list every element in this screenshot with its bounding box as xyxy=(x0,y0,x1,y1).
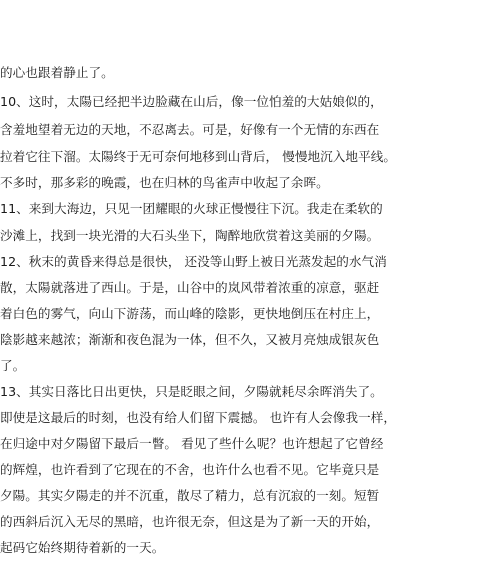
text-line-16: 的辉煌，也许看到了它现在的不舍，也许什么也看不见。它毕竟只是 xyxy=(0,462,380,477)
text-line-12: 了。 xyxy=(0,358,26,373)
text-line-14: 即使是这最后的时刻，也没有给人们留下震撼。 也许有人会像我一样， xyxy=(0,410,397,425)
text-line-4: 拉着它往下溜。太陽终于无可奈何地移到山背后， 慢慢地沉入地平线。 xyxy=(0,149,397,164)
text-line-6: 11、来到大海边，只见一团耀眼的火球正慢慢往下沉。我走在柔软的 xyxy=(0,201,383,216)
text-line-13: 13、其实日落比日出更快，只是眨眼之间，夕陽就耗尽余晖消失了。 xyxy=(0,384,383,399)
text-line-5: 不多时，那多彩的晚霞，也在归林的鸟雀声中收起了余晖。 xyxy=(0,175,329,190)
text-line-17: 夕陽。其实夕陽走的并不沉重，散尽了精力，总有沉寂的一刻。短暂 xyxy=(0,488,380,503)
text-line-19: 起码它始终期待着新的一天。 xyxy=(0,540,165,555)
text-line-11: 陰影越来越浓；渐渐和夜色混为一体，但不久，又被月亮烛成银灰色 xyxy=(0,332,380,347)
text-line-15: 在归途中对夕陽留下最后一瞥。 看见了些什么呢？也许想起了它曾经 xyxy=(0,436,384,451)
text-line-3: 含羞地望着无边的天地，不忍离去。可是，好像有一个无情的东西在 xyxy=(0,122,380,137)
text-line-2: 10、这时，太陽已经把半边脸藏在山后，像一位怕羞的大姑娘似的， xyxy=(0,94,383,109)
text-line-9: 散，太陽就落进了西山。于是，山谷中的岚风带着浓重的凉意，驱赶 xyxy=(0,280,380,295)
text-line-1: 的心也跟着静止了。 xyxy=(0,65,114,80)
text-line-10: 着白色的雾气，向山下游荡，而山峰的陰影，更快地倒压在村庄上， xyxy=(0,306,380,321)
text-line-18: 的西斜后沉入无尽的黑暗，也许很无奈，但这是为了新一天的开始， xyxy=(0,514,380,529)
text-line-8: 12、秋末的黄昏来得总是很快， 还没等山野上被日光蒸发起的水气消 xyxy=(0,254,387,269)
text-line-7: 沙滩上，找到一块光滑的大石头坐下，陶醉地欣赏着这美丽的夕陽。 xyxy=(0,228,380,243)
